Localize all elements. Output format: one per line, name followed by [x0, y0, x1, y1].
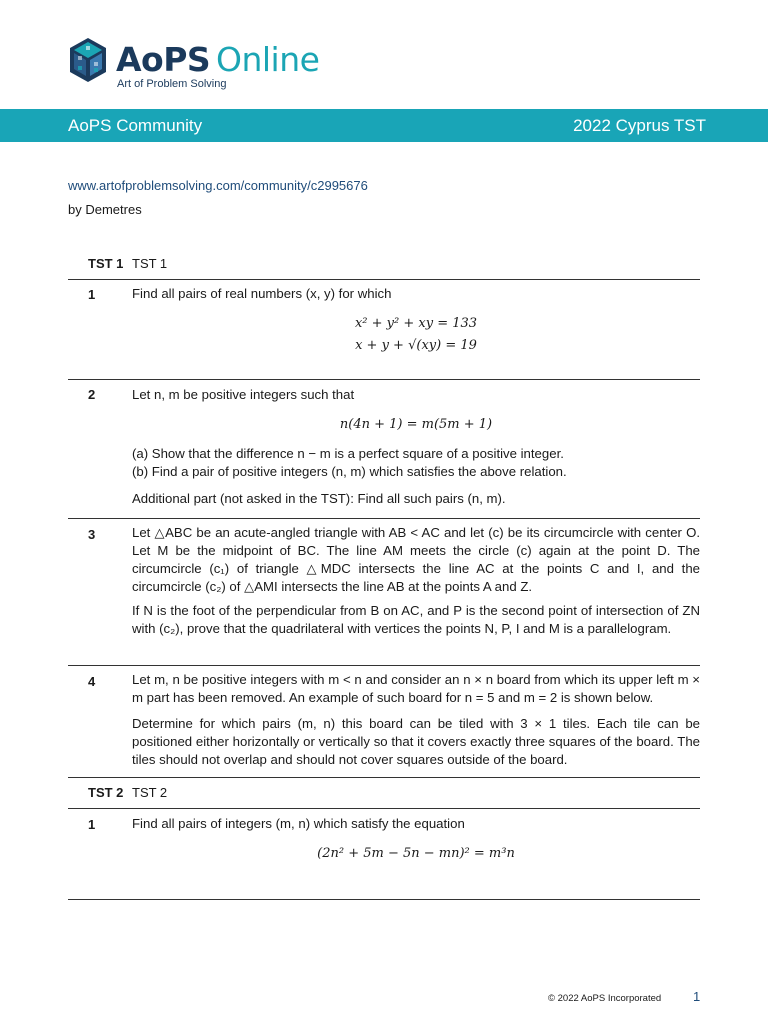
divider [68, 899, 700, 900]
author-line: by Demetres [68, 202, 142, 217]
problem-extra: Additional part (not asked in the TST): Find all such pairs (n, m). [132, 491, 506, 506]
divider [68, 808, 700, 809]
problem-part-b: (b) Find a pair of positive integers (n, m) which satisfies the above relation. [132, 464, 567, 479]
divider [68, 379, 700, 380]
logo-tagline: Art of Problem Solving [117, 78, 227, 90]
aops-online-logo[interactable] [66, 36, 326, 96]
equation: (2n² + 5m − 5n − mn)² = m³n [317, 846, 515, 861]
logo-brand-light: Online [216, 40, 320, 79]
divider [68, 279, 700, 280]
equation: x² + y² + xy = 133 [354, 316, 478, 331]
problem-statement: If N is the foot of the perpendicular from B on AC, and P is the second point of intersection of ZN with (c₂), prove that the quadrilateral with vertices the points N, P, I and M is a parallelogram. [132, 603, 700, 636]
divider [68, 665, 700, 666]
copyright-notice: © 2022 AoPS Incorporated [548, 993, 662, 1004]
problem-statement: Find all pairs of real numbers (x, y) for which [132, 286, 392, 301]
page-number: 1 [693, 989, 701, 1004]
equation: n(4n + 1) = m(5m + 1) [339, 417, 493, 432]
section-label: TST 1 [88, 256, 124, 271]
section-label: TST 2 [88, 785, 124, 800]
community-title: AoPS Community [68, 116, 203, 135]
logo-brand-bold: AoPS [116, 40, 211, 79]
community-link[interactable]: www.artofproblemsolving.com/community/c2995676 [68, 178, 368, 193]
equation: x + y + √(xy) = 19 [355, 338, 477, 353]
problem-statement: Let m, n be positive integers with m < n and consider an n × n board from which its upper left m × m part has been removed. An example of such board for n = 5 and m = 2 is shown below. [132, 672, 700, 705]
problem-number: 4 [88, 674, 96, 689]
aops-cube-icon [66, 36, 110, 86]
problem-statement: Let △ABC be an acute-angled triangle with AB < AC and let (c) be its circumcircle with center O. Let M be the midpoint of BC. The line AM meets the circle (c) again at the point D. The circumcircle (c₁) of triangle △MDC intersects the line AC at the points C and I, and the circumcircle (c₂) of △AMI intersects the line AB at the points A and Z. [132, 525, 700, 594]
problem-statement: Let n, m be positive integers such that [132, 387, 355, 402]
divider [68, 777, 700, 778]
problem-statement: Find all pairs of integers (m, n) which satisfy the equation [132, 816, 465, 831]
problem-number: 1 [88, 287, 96, 302]
divider [68, 518, 700, 519]
section-title: TST 2 [132, 785, 168, 800]
problem-part-a: (a) Show that the difference n − m is a perfect square of a positive integer. [132, 446, 564, 461]
problem-number: 3 [88, 527, 96, 542]
problem-number: 2 [88, 387, 96, 402]
problem-statement: Determine for which pairs (m, n) this board can be tiled with 3 × 1 tiles. Each tile can be positioned either horizontally or vertically so that it covers exactly three squares of the board. The tiles should not overlap and should not cover squares outside of the board. [132, 716, 700, 767]
section-title: TST 1 [132, 256, 168, 271]
problem-number: 1 [88, 817, 96, 832]
header-banner [0, 109, 768, 142]
contest-title: 2022 Cyprus TST [573, 116, 706, 135]
